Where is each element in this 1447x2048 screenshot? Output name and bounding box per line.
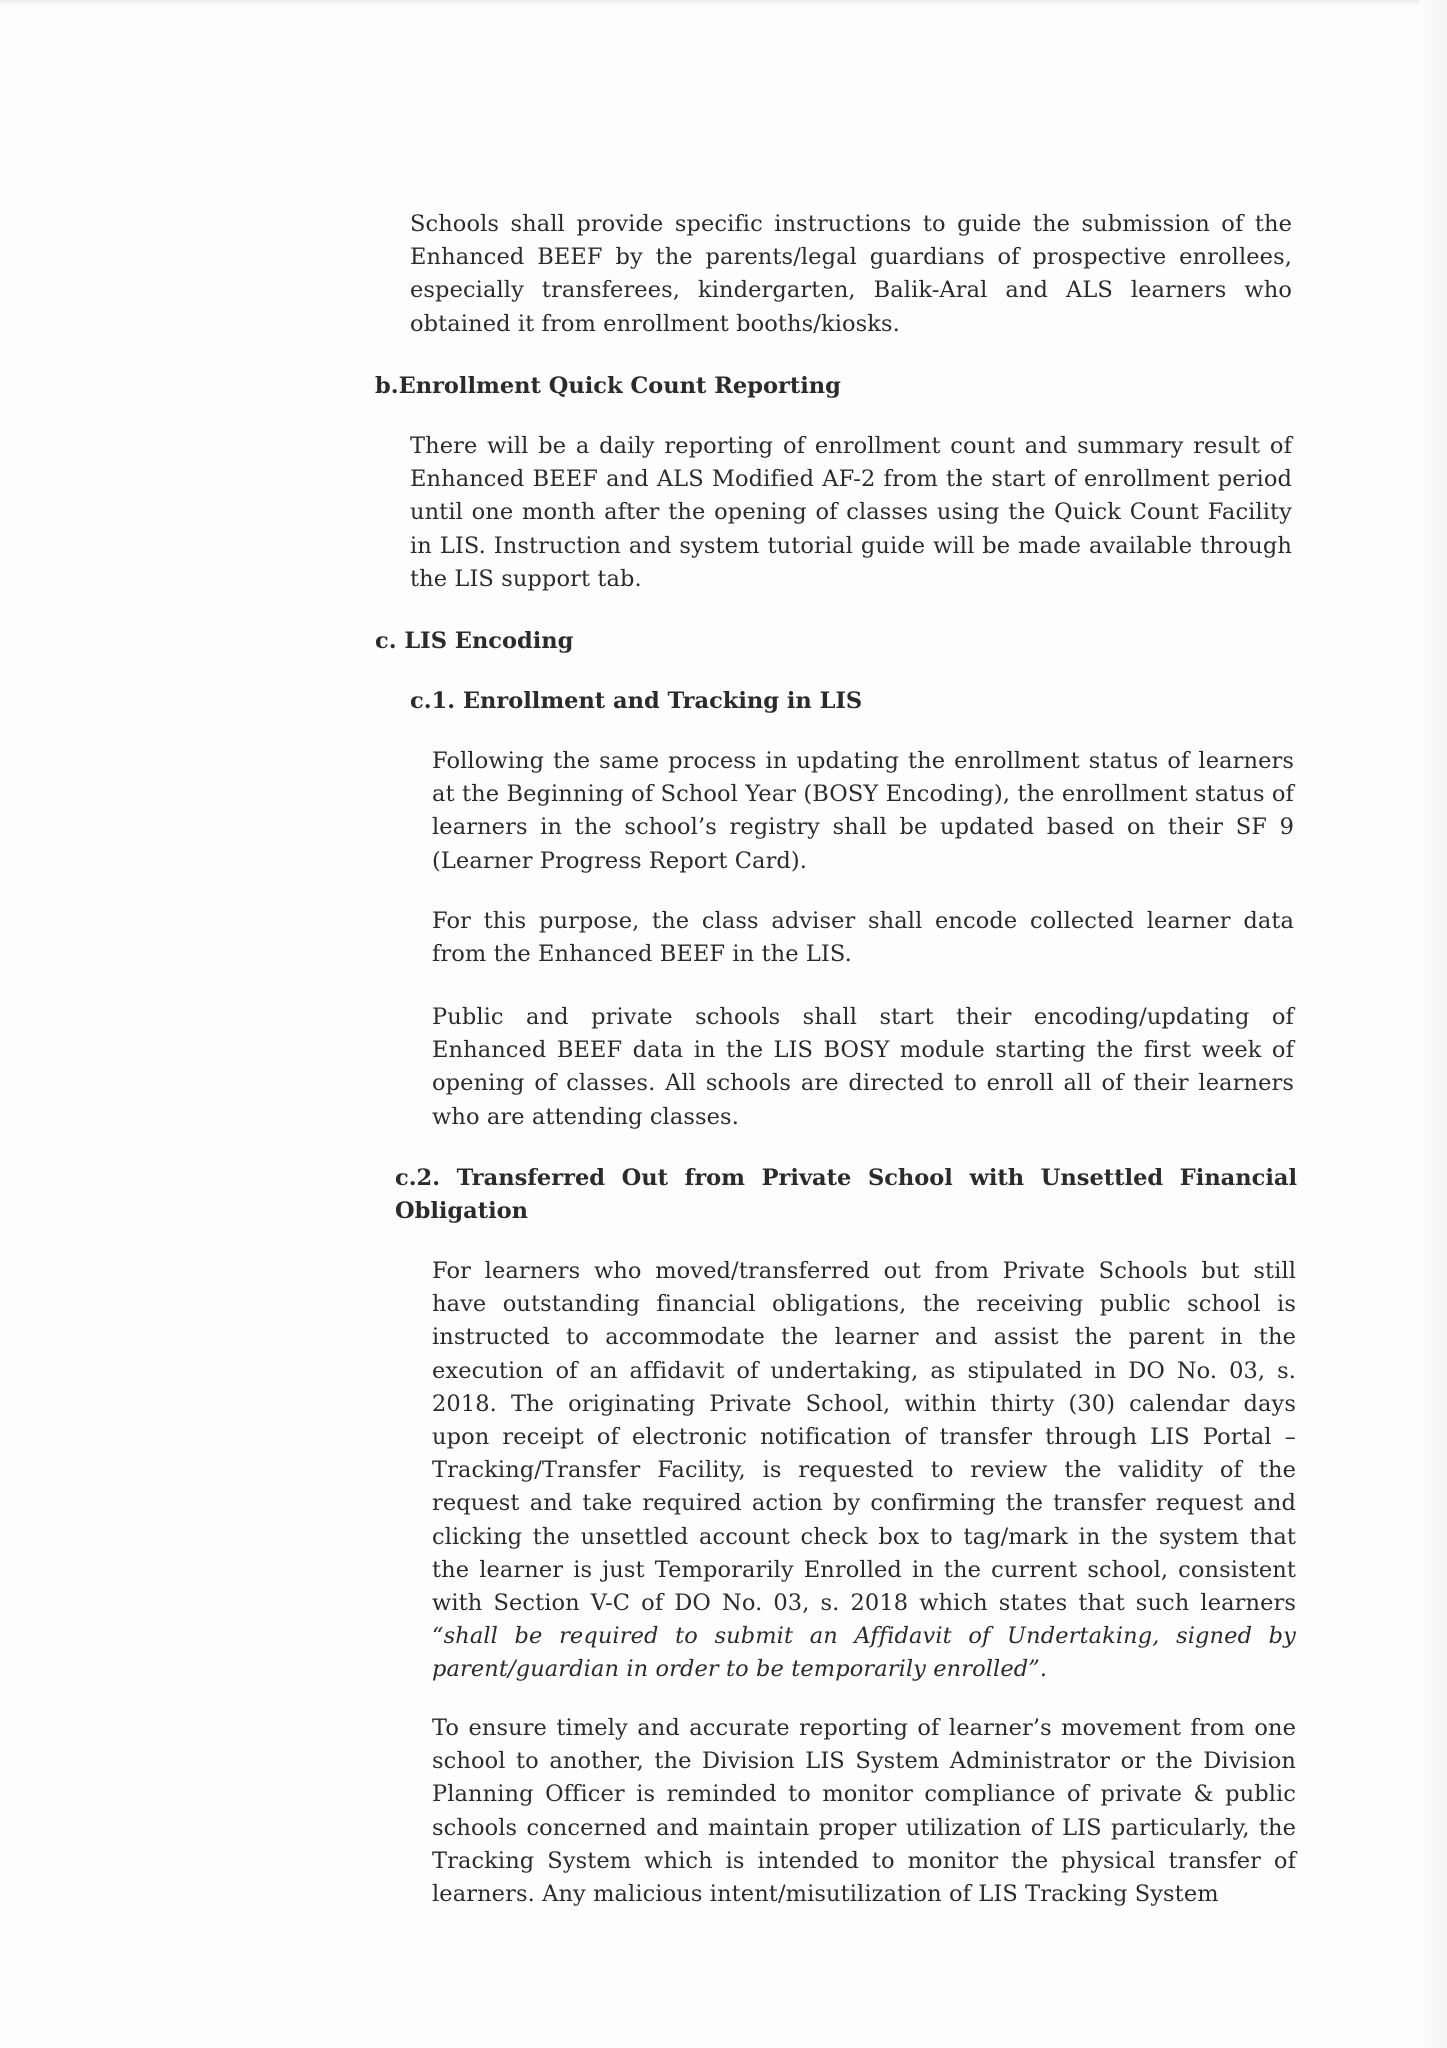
scan-edge-right [1419, 0, 1447, 2048]
heading-enrollment-quick-count: b.Enrollment Quick Count Reporting [375, 373, 841, 399]
timely-reporting-paragraph: To ensure timely and accurate reporting of learner’s movement from one school to another, the Division LIS System Administrator or the Division Planning Officer is reminded to monitor compliance of private & public schools concerned and maintain proper utilization of LIS particularly, the Tracking System which is intended to monitor the physical transfer of learners. Any malicious intent/misutilization of LIS Tracking System [432, 1715, 1296, 1908]
class-adviser-paragraph: For this purpose, the class adviser shall encode collected learner data from the Enhanced BEEF in the LIS. [432, 908, 1294, 968]
scan-edge-top [0, 0, 1447, 6]
affidavit-quote: “shall be required to submit an Affidavit of Undertaking, signed by parent/guardian in order to be temporarily enrolled”. [432, 1623, 1296, 1683]
unsettled-obligation-text: For learners who moved/transferred out from Private Schools but still have outstanding financial obligations, the receiving public school is instructed to accommodate the learner and assist the parent in the execution of an affidavit of undertaking, as stipulated in DO No. 03, s. 2018. The originating Private School, within thirty (30) calendar days upon receipt of electronic notification of transfer through LIS Portal – Tracking/Transfer Facility, is requested to review the validity of the request and take required action by confirming the transfer request and clicking the unsettled account check box to tag/mark in the system that the learner is just Temporarily Enrolled in the current school, consistent with Section V-C of DO No. 03, s. 2018 which states that such learners [432, 1258, 1296, 1617]
intro-paragraph: Schools shall provide specific instructions to guide the submission of the Enhanced BEEF by the parents/legal guardians of prospective enrollees, especially transferees, kindergarten, Balik-Aral and ALS learners who obtained it from enrollment booths/kiosks. [410, 211, 1292, 337]
heading-lis-encoding: c. LIS Encoding [375, 628, 574, 654]
quick-count-paragraph: There will be a daily reporting of enrollment count and summary result of Enhanced BEEF and ALS Modified AF-2 from the start of enrollment period until one month after the opening of classes using the Quick Count Facility in LIS. Instruction and system tutorial guide will be made available through the LIS support tab. [410, 433, 1292, 592]
unsettled-obligation-paragraph [432, 1255, 1296, 1687]
bosy-encoding-paragraph: Following the same process in updating the enrollment status of learners at the Beginning of School Year (BOSY Encoding), the enrollment status of learners in the school’s registry shall be updated based on their SF 9 (Learner Progress Report Card). [432, 748, 1294, 874]
heading-transferred-out: c.2. Transferred Out from Private School with Unsettled Financial Obligation [395, 1165, 1297, 1224]
public-private-encoding-paragraph: Public and private schools shall start their encoding/updating of Enhanced BEEF data in the LIS BOSY module starting the first week of opening of classes. All schools are directed to enroll all of their learners who are attending classes. [432, 1004, 1294, 1130]
heading-enrollment-tracking: c.1. Enrollment and Tracking in LIS [410, 688, 863, 714]
